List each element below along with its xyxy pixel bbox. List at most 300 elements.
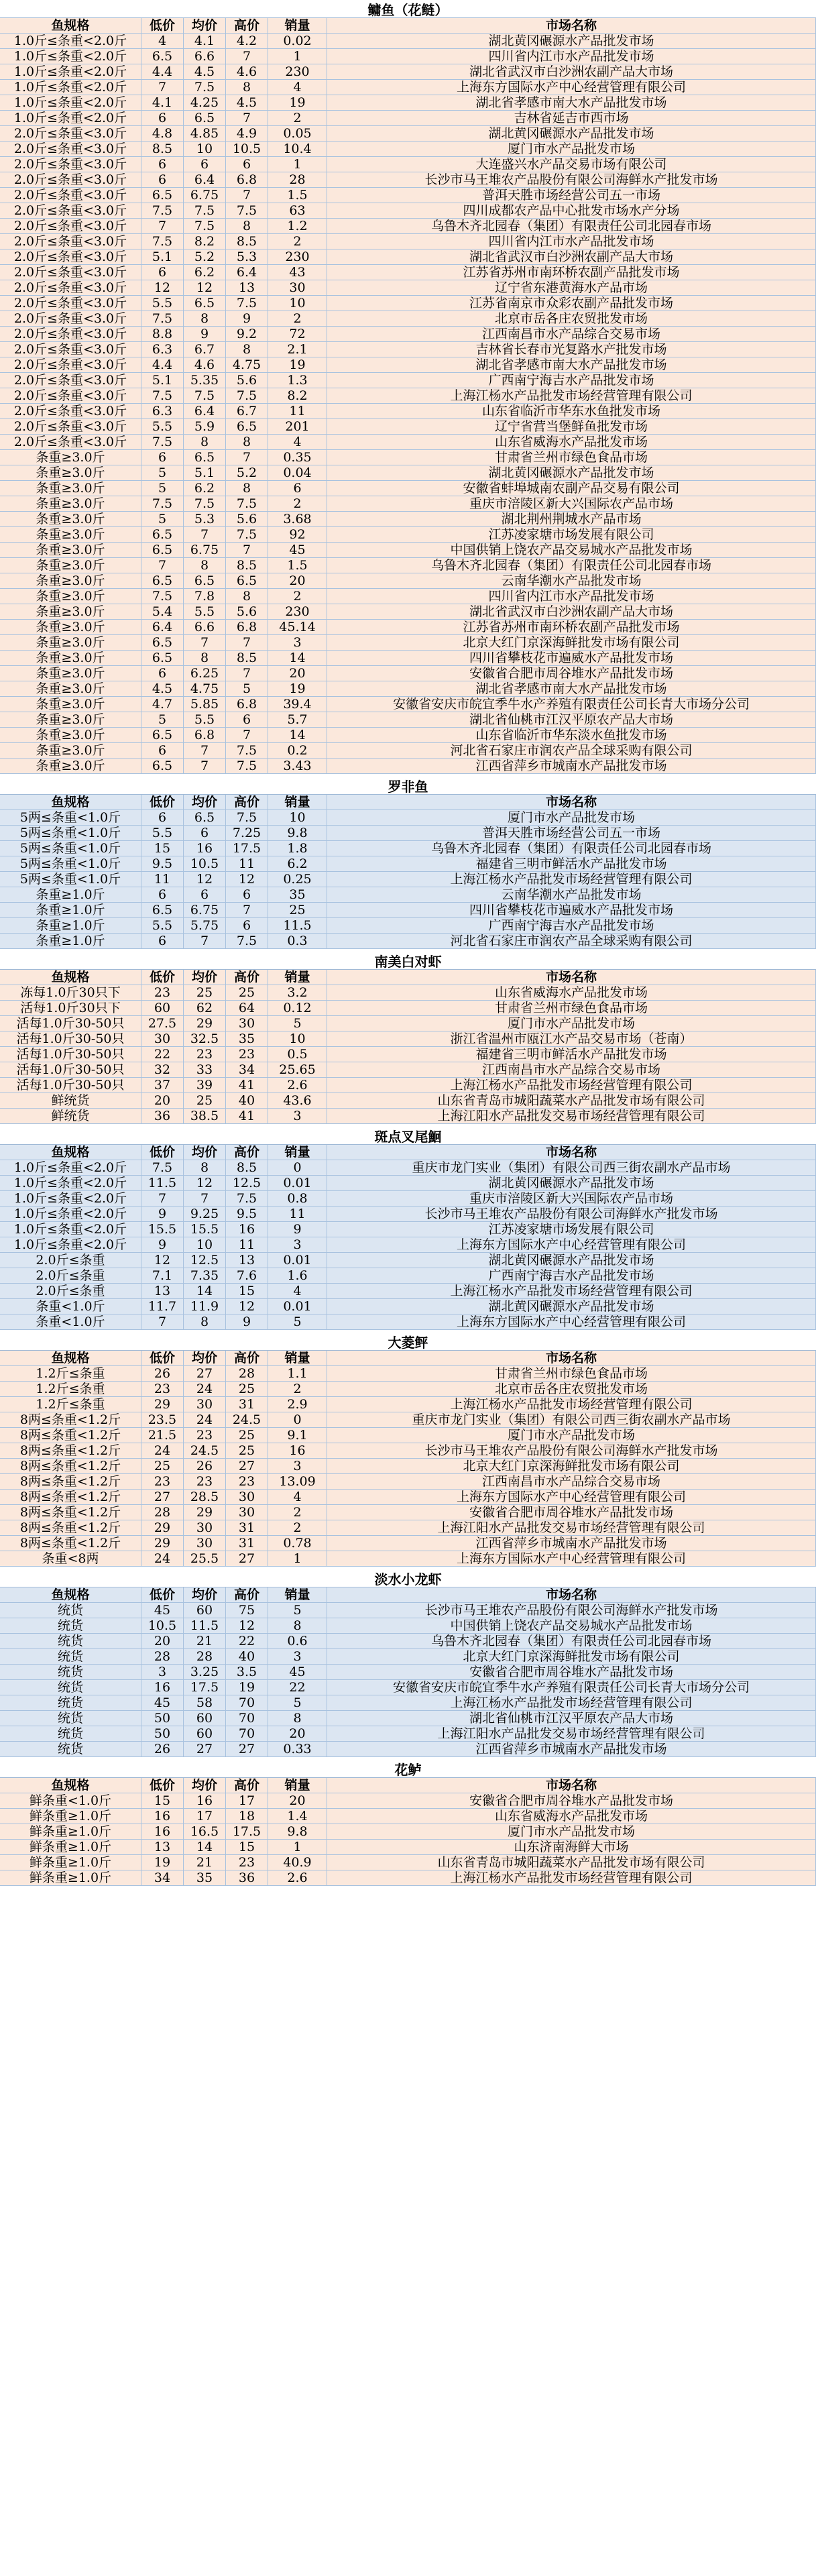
table-row [0, 856, 816, 872]
table-row [0, 1536, 816, 1551]
table-row [0, 219, 816, 234]
low-price-cell: 6.5 [141, 728, 184, 743]
high-price-cell: 6 [226, 918, 268, 934]
table-row [0, 481, 816, 496]
spec-cell: 条重≥3.0斤 [0, 604, 141, 620]
avg-price-cell: 5.2 [184, 249, 226, 265]
high-price-cell: 11 [226, 856, 268, 872]
low-price-cell: 6 [141, 934, 184, 949]
market-cell: 江西南昌市水产品综合交易市场 [327, 327, 816, 342]
table-row [0, 1634, 816, 1649]
avg-price-cell: 8.2 [184, 234, 226, 249]
volume-cell: 0.01 [268, 1299, 327, 1314]
market-cell: 上海江杨水产品批发市场经营管理有限公司 [327, 872, 816, 887]
table-row [0, 728, 816, 743]
high-price-cell: 17.5 [226, 841, 268, 856]
column-header: 高价 [226, 1778, 268, 1793]
spec-cell: 2.0斤≤条重<3.0斤 [0, 234, 141, 249]
spec-cell: 2.0斤≤条重 [0, 1284, 141, 1299]
market-cell: 湖北省武汉市白沙洲农副产品大市场 [327, 604, 816, 620]
low-price-cell: 6.5 [141, 188, 184, 203]
spec-cell: 条重≥3.0斤 [0, 651, 141, 666]
avg-price-cell: 27 [184, 1366, 226, 1382]
high-price-cell: 30 [226, 1505, 268, 1520]
market-cell: 厦门市水产品批发市场 [327, 1824, 816, 1840]
table-row [0, 1490, 816, 1505]
spec-cell: 条重≥3.0斤 [0, 712, 141, 728]
column-header: 低价 [141, 1145, 184, 1160]
high-price-cell: 17.5 [226, 1824, 268, 1840]
market-cell: 四川省内江市水产品批发市场 [327, 49, 816, 64]
high-price-cell: 6.4 [226, 265, 268, 280]
low-price-cell: 13 [141, 1840, 184, 1855]
low-price-cell: 7.1 [141, 1268, 184, 1284]
market-cell: 重庆市龙门实业（集团）有限公司西三街农副水产品市场 [327, 1160, 816, 1176]
spec-cell: 2.0斤≤条重<3.0斤 [0, 419, 141, 435]
volume-cell: 4 [268, 1284, 327, 1299]
column-header: 市场名称 [327, 1778, 816, 1793]
avg-price-cell: 7.8 [184, 589, 226, 604]
market-cell: 安徽省蚌埠城南农副产品交易有限公司 [327, 481, 816, 496]
avg-price-cell: 39 [184, 1078, 226, 1093]
volume-cell: 6 [268, 481, 327, 496]
spec-cell: 8两≤条重<1.2斤 [0, 1490, 141, 1505]
low-price-cell: 4 [141, 34, 184, 49]
high-price-cell: 31 [226, 1536, 268, 1551]
spec-cell: 鲜条重≥1.0斤 [0, 1870, 141, 1886]
spec-cell: 1.2斤≤条重 [0, 1366, 141, 1382]
low-price-cell: 4.4 [141, 357, 184, 373]
low-price-cell: 27.5 [141, 1016, 184, 1031]
market-cell: 广西南宁海吉水产品批发市场 [327, 918, 816, 934]
market-cell: 福建省三明市鲜活水产品批发市场 [327, 1047, 816, 1062]
avg-price-cell: 10 [184, 142, 226, 157]
table-row [0, 1809, 816, 1824]
avg-price-cell: 60 [184, 1726, 226, 1742]
avg-price-cell: 5.9 [184, 419, 226, 435]
low-price-cell: 16 [141, 1680, 184, 1695]
high-price-cell: 12 [226, 1618, 268, 1634]
column-header: 鱼规格 [0, 970, 141, 985]
low-price-cell: 27 [141, 1490, 184, 1505]
high-price-cell: 23 [226, 1855, 268, 1870]
high-price-cell: 6 [226, 887, 268, 903]
column-header: 低价 [141, 18, 184, 34]
table-row [0, 1284, 816, 1299]
table-header [0, 1351, 816, 1366]
market-cell: 江西南昌市水产品综合交易市场 [327, 1474, 816, 1490]
avg-price-cell: 3.25 [184, 1665, 226, 1680]
volume-cell: 9 [268, 1222, 327, 1237]
volume-cell: 1.8 [268, 841, 327, 856]
avg-price-cell: 29 [184, 1016, 226, 1031]
volume-cell: 43.6 [268, 1093, 327, 1109]
low-price-cell: 7.5 [141, 589, 184, 604]
low-price-cell: 6 [141, 172, 184, 188]
volume-cell: 35 [268, 887, 327, 903]
spec-cell: 条重≥3.0斤 [0, 527, 141, 543]
low-price-cell: 7 [141, 219, 184, 234]
volume-cell: 3 [268, 1109, 327, 1124]
volume-cell: 8 [268, 1618, 327, 1634]
market-cell: 山东省青岛市城阳蔬菜水产品批发市场有限公司 [327, 1093, 816, 1109]
column-header: 高价 [226, 1145, 268, 1160]
table-row [0, 1016, 816, 1031]
table-row [0, 1649, 816, 1665]
table-row [0, 1711, 816, 1726]
high-price-cell: 8.5 [226, 558, 268, 573]
high-price-cell: 8.5 [226, 651, 268, 666]
market-cell: 长沙市马王堆农产品股份有限公司海鲜水产批发市场 [327, 172, 816, 188]
low-price-cell: 9.5 [141, 856, 184, 872]
column-header: 鱼规格 [0, 1587, 141, 1603]
volume-cell: 0 [268, 1412, 327, 1428]
spec-cell: 5两≤条重<1.0斤 [0, 810, 141, 826]
high-price-cell: 36 [226, 1870, 268, 1886]
avg-price-cell: 60 [184, 1711, 226, 1726]
market-cell: 江苏省苏州市南环桥农副产品批发市场 [327, 620, 816, 635]
low-price-cell: 45 [141, 1603, 184, 1618]
low-price-cell: 12 [141, 1253, 184, 1268]
volume-cell: 20 [268, 1793, 327, 1809]
low-price-cell: 16 [141, 1809, 184, 1824]
market-cell: 大连盛兴水产品交易市场有限公司 [327, 157, 816, 172]
low-price-cell: 9 [141, 1207, 184, 1222]
market-cell: 江苏省苏州市南环桥农副产品批发市场 [327, 265, 816, 280]
low-price-cell: 4.5 [141, 681, 184, 697]
spec-cell: 2.0斤≤条重<3.0斤 [0, 219, 141, 234]
high-price-cell: 7.5 [226, 743, 268, 759]
spec-cell: 条重≥3.0斤 [0, 450, 141, 465]
high-price-cell: 5.2 [226, 465, 268, 481]
spec-cell: 条重<1.0斤 [0, 1314, 141, 1330]
market-cell: 福建省三明市鲜活水产品批发市场 [327, 856, 816, 872]
spec-cell: 2.0斤≤条重<3.0斤 [0, 327, 141, 342]
market-cell: 河北省石家庄市润农产品全球采购有限公司 [327, 743, 816, 759]
table-row [0, 1665, 816, 1680]
spec-cell: 统货 [0, 1665, 141, 1680]
table-row [0, 157, 816, 172]
volume-cell: 10 [268, 1031, 327, 1047]
avg-price-cell: 21 [184, 1855, 226, 1870]
spec-cell: 8两≤条重<1.2斤 [0, 1520, 141, 1536]
market-cell: 上海江阳水产品批发交易市场经营管理有限公司 [327, 1109, 816, 1124]
volume-cell: 11 [268, 404, 327, 419]
low-price-cell: 9 [141, 1237, 184, 1253]
spec-cell: 2.0斤≤条重<3.0斤 [0, 249, 141, 265]
volume-cell: 40.9 [268, 1855, 327, 1870]
high-price-cell: 5 [226, 681, 268, 697]
high-price-cell: 4.5 [226, 95, 268, 111]
table-row [0, 327, 816, 342]
avg-price-cell: 7 [184, 934, 226, 949]
column-header: 高价 [226, 970, 268, 985]
market-cell: 上海东方国际水产中心经营管理有限公司 [327, 1490, 816, 1505]
column-header: 低价 [141, 1351, 184, 1366]
high-price-cell: 8 [226, 435, 268, 450]
table-row [0, 697, 816, 712]
avg-price-cell: 6 [184, 826, 226, 841]
fish-section [0, 1333, 816, 1567]
low-price-cell: 29 [141, 1536, 184, 1551]
market-cell: 山东济南海鲜大市场 [327, 1840, 816, 1855]
market-cell: 北京市岳各庄农贸批发市场 [327, 1382, 816, 1397]
low-price-cell: 5.4 [141, 604, 184, 620]
spec-cell: 条重≥1.0斤 [0, 887, 141, 903]
avg-price-cell: 6.5 [184, 810, 226, 826]
spec-cell: 8两≤条重<1.2斤 [0, 1412, 141, 1428]
market-cell: 上海东方国际水产中心经营管理有限公司 [327, 1314, 816, 1330]
avg-price-cell: 6.5 [184, 296, 226, 311]
volume-cell: 1.4 [268, 1809, 327, 1824]
spec-cell: 活每1.0斤30-50只 [0, 1031, 141, 1047]
volume-cell: 5 [268, 1016, 327, 1031]
spec-cell: 1.2斤≤条重 [0, 1397, 141, 1412]
spec-cell: 2.0斤≤条重<3.0斤 [0, 342, 141, 357]
low-price-cell: 12 [141, 280, 184, 296]
spec-cell: 条重≥3.0斤 [0, 573, 141, 589]
spec-cell: 5两≤条重<1.0斤 [0, 872, 141, 887]
avg-price-cell: 4.25 [184, 95, 226, 111]
market-cell: 山东省威海水产品批发市场 [327, 435, 816, 450]
market-cell: 辽宁省东港黄海水产品市场 [327, 280, 816, 296]
spec-cell: 5两≤条重<1.0斤 [0, 856, 141, 872]
avg-price-cell: 26 [184, 1459, 226, 1474]
volume-cell: 201 [268, 419, 327, 435]
volume-cell: 2 [268, 1505, 327, 1520]
spec-cell: 2.0斤≤条重<3.0斤 [0, 373, 141, 388]
table-row [0, 1314, 816, 1330]
avg-price-cell: 7 [184, 743, 226, 759]
low-price-cell: 5 [141, 512, 184, 527]
spec-cell: 8两≤条重<1.2斤 [0, 1459, 141, 1474]
spec-cell: 2.0斤≤条重<3.0斤 [0, 311, 141, 327]
low-price-cell: 6.5 [141, 543, 184, 558]
high-price-cell: 12.5 [226, 1176, 268, 1191]
avg-price-cell: 5.5 [184, 712, 226, 728]
high-price-cell: 40 [226, 1649, 268, 1665]
volume-cell: 9.8 [268, 1824, 327, 1840]
low-price-cell: 6 [141, 887, 184, 903]
column-header: 低价 [141, 970, 184, 985]
market-cell: 上海东方国际水产中心经营管理有限公司 [327, 1237, 816, 1253]
high-price-cell: 6.8 [226, 620, 268, 635]
low-price-cell: 6.5 [141, 759, 184, 774]
high-price-cell: 27 [226, 1459, 268, 1474]
volume-cell: 0.05 [268, 126, 327, 142]
high-price-cell: 7.5 [226, 496, 268, 512]
column-header: 低价 [141, 1587, 184, 1603]
table-row [0, 249, 816, 265]
avg-price-cell: 7.35 [184, 1268, 226, 1284]
table-row [0, 280, 816, 296]
market-cell: 江西省萍乡市城南水产品批发市场 [327, 1742, 816, 1757]
market-cell: 山东省威海水产品批发市场 [327, 985, 816, 1001]
market-cell: 广西南宁海吉水产品批发市场 [327, 1268, 816, 1284]
market-cell: 重庆市涪陵区新大兴国际农产品市场 [327, 1191, 816, 1207]
high-price-cell: 25 [226, 1428, 268, 1443]
volume-cell: 1.3 [268, 373, 327, 388]
avg-price-cell: 6.25 [184, 666, 226, 681]
volume-cell: 0.25 [268, 872, 327, 887]
avg-price-cell: 58 [184, 1695, 226, 1711]
market-cell: 长沙市马王堆农产品股份有限公司海鲜水产批发市场 [327, 1443, 816, 1459]
spec-cell: 条重≥3.0斤 [0, 543, 141, 558]
spec-cell: 鲜统货 [0, 1093, 141, 1109]
avg-price-cell: 8 [184, 435, 226, 450]
market-cell: 普洱天胜市场经营公司五一市场 [327, 826, 816, 841]
spec-cell: 活每1.0斤30只下 [0, 1001, 141, 1016]
column-header: 市场名称 [327, 970, 816, 985]
spec-cell: 条重<8两 [0, 1551, 141, 1567]
spec-cell: 条重≥3.0斤 [0, 589, 141, 604]
avg-price-cell: 7.5 [184, 496, 226, 512]
volume-cell: 1 [268, 49, 327, 64]
high-price-cell: 7.5 [226, 527, 268, 543]
avg-price-cell: 6.8 [184, 728, 226, 743]
avg-price-cell: 5.1 [184, 465, 226, 481]
high-price-cell: 7 [226, 666, 268, 681]
low-price-cell: 13 [141, 1284, 184, 1299]
spec-cell: 统货 [0, 1680, 141, 1695]
avg-price-cell: 5.3 [184, 512, 226, 527]
spec-cell: 1.0斤≤条重<2.0斤 [0, 1160, 141, 1176]
avg-price-cell: 10 [184, 1237, 226, 1253]
spec-cell: 统货 [0, 1742, 141, 1757]
volume-cell: 2 [268, 111, 327, 126]
volume-cell: 20 [268, 1726, 327, 1742]
table-row [0, 1870, 816, 1886]
column-header: 高价 [226, 795, 268, 810]
avg-price-cell: 6.6 [184, 620, 226, 635]
spec-cell: 统货 [0, 1711, 141, 1726]
market-cell: 湖北省仙桃市江汉平原农产品大市场 [327, 712, 816, 728]
spec-cell: 1.0斤≤条重<2.0斤 [0, 111, 141, 126]
volume-cell: 0.2 [268, 743, 327, 759]
low-price-cell: 24 [141, 1443, 184, 1459]
low-price-cell: 21.5 [141, 1428, 184, 1443]
avg-price-cell: 21 [184, 1634, 226, 1649]
table-row [0, 234, 816, 249]
volume-cell: 1.5 [268, 558, 327, 573]
table-row [0, 1520, 816, 1536]
table-row [0, 373, 816, 388]
volume-cell: 0.02 [268, 34, 327, 49]
column-header: 均价 [184, 1778, 226, 1793]
volume-cell: 1 [268, 1840, 327, 1855]
high-price-cell: 4.75 [226, 357, 268, 373]
volume-cell: 63 [268, 203, 327, 219]
volume-cell: 5.7 [268, 712, 327, 728]
high-price-cell: 23 [226, 1474, 268, 1490]
market-cell: 湖北黄冈碾源水产品批发市场 [327, 34, 816, 49]
volume-cell: 72 [268, 327, 327, 342]
volume-cell: 5 [268, 1603, 327, 1618]
market-cell: 北京大红门京深海鲜批发市场有限公司 [327, 1649, 816, 1665]
market-cell: 安徽省合肥市周谷堆水产品批发市场 [327, 1665, 816, 1680]
avg-price-cell: 10.5 [184, 856, 226, 872]
volume-cell: 25 [268, 903, 327, 918]
spec-cell: 8两≤条重<1.2斤 [0, 1428, 141, 1443]
high-price-cell: 7.5 [226, 296, 268, 311]
volume-cell: 5 [268, 1314, 327, 1330]
column-header: 均价 [184, 1587, 226, 1603]
table-row [0, 903, 816, 918]
high-price-cell: 31 [226, 1397, 268, 1412]
high-price-cell: 13 [226, 280, 268, 296]
table-row [0, 1397, 816, 1412]
low-price-cell: 7.5 [141, 1160, 184, 1176]
volume-cell: 3.68 [268, 512, 327, 527]
high-price-cell: 28 [226, 1366, 268, 1382]
high-price-cell: 30 [226, 1490, 268, 1505]
low-price-cell: 8.8 [141, 327, 184, 342]
avg-price-cell: 4.6 [184, 357, 226, 373]
spec-cell: 2.0斤≤条重<3.0斤 [0, 388, 141, 404]
table-row [0, 589, 816, 604]
market-cell: 四川省内江市水产品批发市场 [327, 589, 816, 604]
section-title: 南美白对虾 [0, 952, 816, 970]
market-cell: 江西省萍乡市城南水产品批发市场 [327, 759, 816, 774]
spec-cell: 鲜条重≥1.0斤 [0, 1855, 141, 1870]
spec-cell: 1.0斤≤条重<2.0斤 [0, 1191, 141, 1207]
market-cell: 湖北省仙桃市江汉平原农产品大市场 [327, 1711, 816, 1726]
volume-cell: 1 [268, 1551, 327, 1567]
table-row [0, 573, 816, 589]
avg-price-cell: 14 [184, 1840, 226, 1855]
low-price-cell: 22 [141, 1047, 184, 1062]
high-price-cell: 18 [226, 1809, 268, 1824]
table-row [0, 311, 816, 327]
column-header: 鱼规格 [0, 1351, 141, 1366]
high-price-cell: 7 [226, 450, 268, 465]
spec-cell: 2.0斤≤条重<3.0斤 [0, 157, 141, 172]
high-price-cell: 6.5 [226, 573, 268, 589]
market-cell: 四川成都农产品中心批发市场水产分场 [327, 203, 816, 219]
low-price-cell: 6.5 [141, 903, 184, 918]
column-header: 均价 [184, 795, 226, 810]
volume-cell: 0.35 [268, 450, 327, 465]
avg-price-cell: 6.6 [184, 49, 226, 64]
avg-price-cell: 16 [184, 841, 226, 856]
market-cell: 乌鲁木齐北园春（集团）有限责任公司北园春市场 [327, 841, 816, 856]
volume-cell: 43 [268, 265, 327, 280]
volume-cell: 230 [268, 604, 327, 620]
market-cell: 山东省临沂市华东淡水鱼批发市场 [327, 728, 816, 743]
volume-cell: 0.04 [268, 465, 327, 481]
avg-price-cell: 9.25 [184, 1207, 226, 1222]
low-price-cell: 25 [141, 1459, 184, 1474]
high-price-cell: 70 [226, 1695, 268, 1711]
volume-cell: 1.2 [268, 219, 327, 234]
volume-cell: 4 [268, 80, 327, 95]
low-price-cell: 20 [141, 1093, 184, 1109]
spec-cell: 条重≥3.0斤 [0, 697, 141, 712]
high-price-cell: 5.6 [226, 373, 268, 388]
table-row [0, 1412, 816, 1428]
high-price-cell: 7 [226, 111, 268, 126]
spec-cell: 统货 [0, 1634, 141, 1649]
low-price-cell: 50 [141, 1726, 184, 1742]
fish-section [0, 1127, 816, 1330]
table-row [0, 142, 816, 157]
high-price-cell: 5.6 [226, 604, 268, 620]
spec-cell: 1.0斤≤条重<2.0斤 [0, 1207, 141, 1222]
spec-cell: 2.0斤≤条重<3.0斤 [0, 404, 141, 419]
spec-cell: 1.2斤≤条重 [0, 1382, 141, 1397]
low-price-cell: 6.3 [141, 342, 184, 357]
avg-price-cell: 30 [184, 1397, 226, 1412]
